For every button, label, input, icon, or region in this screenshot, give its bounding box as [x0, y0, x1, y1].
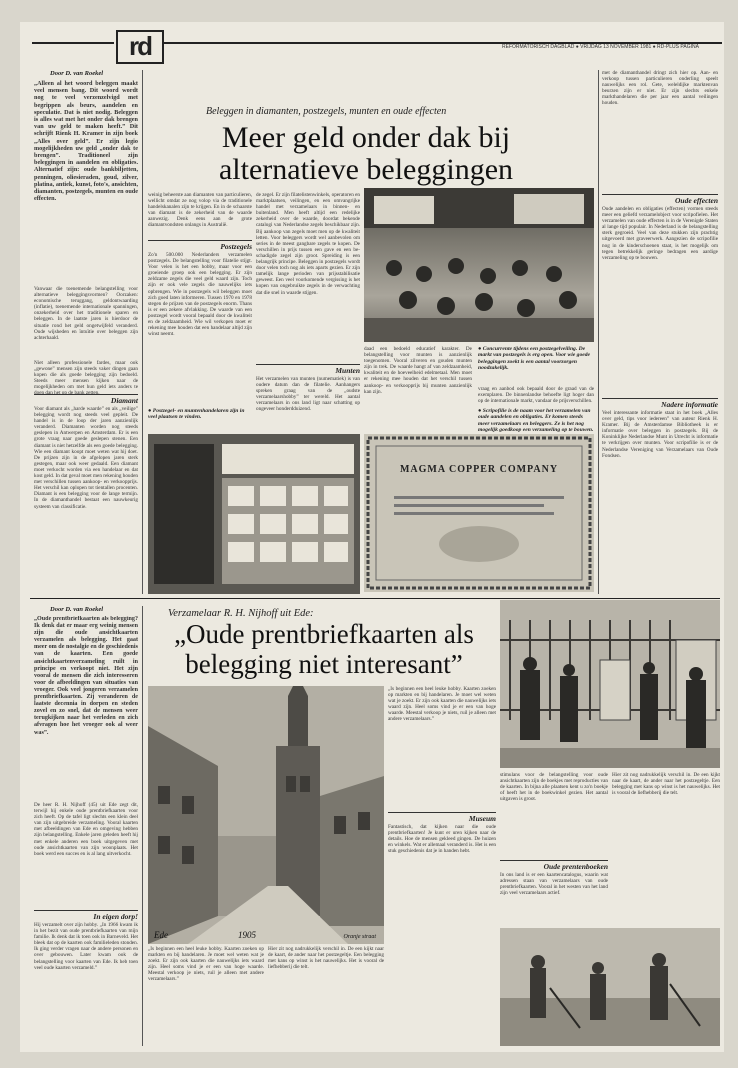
- column-divider: [142, 70, 143, 594]
- column-divider-2: [142, 606, 143, 1046]
- ede-street-scene: [148, 686, 384, 944]
- article2-far-right-text: Hier zit nog nadrukkelijk verschil in. De een kijkt naar de kaart, de ander naar het postzegeltje. Een belegging met kans op winst is het nauwelijks. Het is vooral de liefhebberij die telt.: [612, 772, 720, 797]
- farm-postcard-photo: [500, 928, 720, 1046]
- section-eigen-dorp: In eigen dorp!: [34, 910, 138, 921]
- postzegels-text: Zo'n 500.000 Nederlanders verzamelen postzegels. De belangstelling voor filatelie stijgt. Voor velen is het een hobby, maar voor een groeiende groep ook een belegging. Er zijn zeldzame zegels die veel geld waard zijn. Toch zijn er ook vele zegels die nauwelijks iets opbrengen. Wie in postzegels wil beleggen moet zich goed laten informeren. Tussen 1970 en 1978 stegen de prijzen van de postzegels enorm. Thans is er een zekere afvlakking. De waarde van een postzegel wordt vooral bepaald door de kwaliteit en de zeldzaamheid. Wie wil verkopen moet er rekening mee houden dat een handelaar altijd zijn winst neemt.: [148, 252, 252, 338]
- masthead-paper-line: REFORMATORISCH DAGBLAD ● VRIJDAG 13 NOVEMBER 1981 ● RD-PLUS PAGINA: [502, 44, 699, 50]
- article2-headline-line1: „Oude prentbriefkaarten als: [174, 619, 474, 649]
- article1-para3: Niet alleen professionele fardes, maar ook „gewone” mensen zijn steeds vaker dingen gaan kopen die als goede belegging zijn bedoeld. Steeds meer mensen kijken naar de mogelijkheden om met hun geld iets anders te doen dan het op de bank zetten.: [34, 360, 138, 396]
- rd-logo: rd: [116, 30, 164, 64]
- postcard-place-label: Ede: [154, 930, 168, 940]
- article1-byline: Door D. van Roekel: [50, 70, 104, 77]
- article1-col2-intro: weinig beheerste aan diamanten van particulieren, wellicht omdat ze nog volop via de traditionele handelskanalen zijn te krijgen. En in de schaarste van diamant is de zekerheid van de waarde aanwezig. Denk eens aan de grote diamantvondsten onlangs in Australië.: [148, 192, 252, 229]
- oude-effecten-text: Oude aandelen en obligaties (effecten) vormen steeds meer een geliefd verzamelobject voor scripofielen. Het verzamelen van oude effecten is in de Verenigde Staten al lange tijd populair. In Nederland is de belangstelling sterk gegroeid. Veel van deze stukken zijn prachtig uitgevoerd met graveerwerk. Aangezien de scripofilie nog in de kinderschoenen staat, is het mogelijk om tegen betrekkelijk geringe bedragen een aardige verzameling op te bouwen.: [602, 206, 718, 261]
- ede-postcard-photo: [148, 686, 384, 944]
- section-munten: Munten: [256, 364, 360, 375]
- article2-lead: „Oude prentbriefkaarten als belegging? Ik denk dat er maar erg weinig mensen zijn die oude ansichtkaarten verzamelen als belegging. Het gaat meer om de nostalgie en de geschiedenis van de kaarten. Een goede ansichtkaartenverzameling ruilt in principe en verkoopt niet. Het zijn vooral de mensen die zich interesseren voor de afbeeldingen van situaties van vroeger. Ook veel jongeren verzamelen prentbriefkaarten. Zij veranderen de laatste decennia in dorpen en steden zovel en zo snel, dat de mensen weer terugkijken naar het verleden en zich afvragen hoe het vroeger ook al weer was”.: [34, 616, 138, 736]
- auction-caption: ● Concurrente tijdens een postzegelveiling. De markt van postzegels is erg open. Voor wie goede beleggingen zoekt is een aantal voorzorgen noodzakelijk.: [478, 346, 591, 372]
- stamp-shop-photo: [148, 434, 360, 594]
- scripofilie-caption: ● Scripofilie is de naam voor het verzamelen van oude aandelen en obligaties. Er komen steeds meer verzamelaars en beleggers. Ze is het nog mogelijk goedkoop een verzameling op te bouwen.: [478, 408, 594, 434]
- column-divider-right: [598, 70, 599, 594]
- article1-headline-line2: alternatieve beleggingen: [218, 153, 514, 186]
- postzegel-caption: ● Postzegel- en muntenhandelaren zijn in veel plaatsen te vinden.: [148, 408, 245, 421]
- article2-headline-line2: belegging niet interesant”: [185, 649, 463, 679]
- stock-certificate: [364, 434, 594, 592]
- farm-scene: [500, 928, 720, 1046]
- soldiers-scene: [500, 600, 720, 768]
- article2-kicker: Verzamelaar R. H. Nijhoff uit Ede:: [168, 608, 314, 619]
- diamant-text: Voor diamant als „harde waarde” en als „veilige” belegging wordt nog steeds veel gepleit. De handel is in de loop der jaren aanzienlijk veranderd. Diamanten worden nog steeds geslepen in Antwerpen en Amsterdam. Er is een grote vraag naar goede geslepen stenen. Een diamant is niet hetzelfde als een goede belegging. Wie een diamant koopt moet weten wat hij doet. De prijzen zijn in de afgelopen jaren sterk gestegen, maar ook weer gedaald. Een diamant moet verkocht worden via een handelaar en dat kost geld. In dat geval moet men rekening houden met verschillen tussen aankoop- en verkoopprijs. Het verschil kan oplopen tot tientallen procenten. Diamant is een belegging voor de lange termijn. In de diamanthandel bestaat een nauwkeurig systeem van classificatie.: [34, 406, 138, 510]
- section-nadere-informatie: Nadere informatie: [602, 398, 718, 409]
- article1-para2: Vanwaar die toenemende belangstelling voor alternatieve beleggingsvormen? Oorzaken: economische teruggang, geldontwaarding (inflatie), toenemende internationale spanningen, onzekerheid over het traditionele sparen en beleggen. In de laatste jaren is hierdoor de situatie rond het geld ongetwijfeld veranderd. Oude wijsheden en ïntuïtie over beleggen zijn achterhaald.: [34, 286, 138, 341]
- prentenboeken-text: In ons land is er een kaartencatalogus, waarin wat adressen staan van verzamelaars van oude prentbriefkaarten. Vooral in het westen van het land zijn veel verzamelaars actief.: [500, 872, 608, 897]
- article2-right-text: stimulans voor de belangstelling voor oude ansichtkaarten zijn de boekjes met reproducties van de kaarten. In bijna alle plaatsen kent u zo'n boekje of heeft het in de boekwinkel gezien. Het aantal uitgaven is groot.: [500, 772, 608, 803]
- eigen-dorp-text: Hij verzamelt over zijn hobby. „In 1966 kwam ik in het bezit van oude prentbriefkaarten van mijn familie. Ik denk dat ik toen ook in Barneveld. Het bleek dat op de kaarten ook familieleden stonden. Ik ging verder vragen naar de andere personen en over gebouwen. Later kwam ook de belangstelling voor kaarten van Ede. Ik heb toen veel oude kaarten verzameld.”: [34, 922, 138, 971]
- auction-photo: [364, 188, 594, 342]
- munten-text: Het verzamelen van munten (numematiek) is van oudere datum dan de filatelie. Aanhangers spreken graag van de „oudste verzamelaarshobby” ter wereld. Het aantal verzamelaars in ons land ligt naar schatting op ongeveer honderdduizend.: [256, 376, 360, 413]
- article1-kicker: Beleggen in diamanten, postzegels, munten en oude effecten: [206, 106, 447, 117]
- article2-byline: Door D. van Roekel: [50, 606, 104, 613]
- soldiers-postcard-photo: [500, 600, 720, 768]
- right-col-text: met de diamanthandel dringt zich hier op. Aan- en verkoop tussen particulieren onderling speelt nauwelijks een rol. Gete, weleldijke marktenvan beurzen zijn er niet. Er zijn slechts enkele markthandelaren die per jaar een aantal veilingen houden.: [602, 70, 718, 107]
- section-diamant: Diamant: [34, 394, 138, 405]
- article1-lead: „Alleen al het woord beleggen maakt veel mensen bang. Dit woord wordt nog te veel verzenzelvigd met begrippen als beurs, aandelen en speculatie. Dat is niet nodig. Beleggen is alles wat met het onder dak brengen van uw geld te maken heeft.” Dit schrijft Rienk H. Kramer in zijn boek „Alles over geld”. Er zijn legio mogelijkheden uw geld „onder dak te brengen”. Traditioneel zijn beleggingen in aandelen en obligaties. Alternatief zijn: oude bankbiljetten, penningen, oliesieraden, goud, zilver, platina, antiek, kunst, foto's, ansichten, diamanten, postzegels, munten en oude effecten.: [34, 80, 138, 203]
- newspaper-page: [20, 22, 724, 1052]
- article1-col4: daad een bedoeld educatief karakter. De belangstelling voor munten is aanzienlijk toegenomen. Vooral zilveren en gouden munten zijn in trek. De waarde hangt af van zeldzaamheid, kwaliteit en de hoeveelheid edelmetaal. Men moet er rekening mee houden dat het verschil tussen aankoop- en verkoopprijs bij munten aanzienlijk kan zijn.: [364, 346, 472, 395]
- article2-mid-text: „Is beginnen een heel leuke hobby. Kaarten zoeken op markten en bij handelaren. Je moet wel weten wat je zoekt. Er zijn ook kaarten die nauwelijks iets waard zijn. Heel soms vind je er een van hoge waarde. Meestal verkoop je niets, ruil je alleen met andere verzamelaars.”: [388, 686, 496, 723]
- postcard-date-label: 1905: [238, 930, 256, 940]
- article2-col3-text: Hier zit nog nadrukkelijk verschil in. De een kijkt naar de kaart, de ander naar het postzegeltje. Een belegging met kans op winst is het nauwelijks. Het is vooral de liefhebberij die telt.: [268, 946, 384, 971]
- article-divider: [30, 598, 720, 599]
- article1-col3: de zegel. Er zijn filatelistenwinkels, operatoren en marktplaatsen, veilingen, en een omvangrijke handel met verzamelaars in binnen- en buitenland. Men heeft altijd een redelijke zekerheid over de waarde, doordat bekende catalogi van Nederlandse zegels beschikbaar zijn. Bij aankoop van zegels moet men op de kwaliteit letten. Voor beleggers wordt wel aanbevolen om series in de meest gangbare zegels te kopen. De verschillen in prijs tussen een gave en een beschadigde zegel zijn groot. Spreiding is een belangrijk principe. Beleggen in postzegels wordt door velen toch nog als iets aparts gezien. Er zijn tamelijk lange perioden van prijsstabilisatie geweest. Een veel voorkomende vergissing is het kopen van ongebruikte zegels in de verwachting dat die snel in waarde stijgen.: [256, 192, 360, 296]
- section-oude-effecten: Oude effecten: [602, 194, 718, 205]
- article2-body: De heer R. H. Nijhoff (45) uit Ede zegt dit, terwijl hij enkele oude prentbriefkaarten voor zich heeft. Op de tafel ligt slechts een klein deel van zijn uitgebreide verzameling. Vooral kaarten met afbeeldingen van Ede en omgeving hebben zijn belangstelling. Enkele jaren geleden heeft hij met enkele anderen een boek uitgegeven met oude ansichtkaarten van zijn woonplaats. Het boek werd een succes en is al lang uitverkocht.: [34, 802, 138, 857]
- article1-col5: vraag en aanbod ook bepaald door de graad van de exemplaren. De binnenlandse behoefte ligt hoger dan op de internationale markt, vandaar de prijsverschillen.: [478, 386, 594, 405]
- auction-photo-scene: [364, 188, 594, 342]
- certificate-title: MAGMA COPPER COMPANY: [399, 464, 559, 475]
- postcard-street-label: Oranje straat: [343, 934, 376, 940]
- museum-text: Fantastisch, dat kijken naar die oude prentbriefkaarten! Je kunt er uren kijken naar de details. Hoe de mensen gekleed gingen. De huizen en winkels. Wat er allemaal veranderd is. Het is een stuk geschiedenis dat je in handen hebt.: [388, 824, 496, 855]
- nadere-informatie-text: Veel interessante informatie staat in het boek „Alles over geld, tips voor iedereen” van auteur Rienk H. Kramer. Bij de Amsterdamse Bibliotheek is er informatie over beleggen in postzegels. Bij de Koninklijke Nederlandse Munt in Utrecht is informatie te verkrijgen over munten. Voor scripofilie is er de Nederlandse Vereniging van Verzamelaars van Oude Fondsen.: [602, 410, 718, 459]
- article2-col2-text: „Is beginnen een heel leuke hobby. Kaarten zoeken op markten en bij handelaren. Je moet wel weten wat je zoekt. Er zijn ook kaarten die nauwelijks iets waard zijn. Heel soms vind je er een van hoge waarde. Meestal verkoop je niets, ruil je alleen met andere verzamelaars.”: [148, 946, 264, 983]
- stamp-shop-scene: [148, 434, 360, 594]
- section-museum: Museum: [388, 812, 496, 823]
- article1-headline-line1: Meer geld onder dak bij: [221, 121, 511, 154]
- masthead-rule-left: [32, 42, 114, 44]
- section-postzegels: Postzegels: [148, 240, 252, 251]
- section-oude-prentenboeken: Oude prentenboeken: [500, 860, 608, 871]
- certificate-frame: [364, 434, 594, 592]
